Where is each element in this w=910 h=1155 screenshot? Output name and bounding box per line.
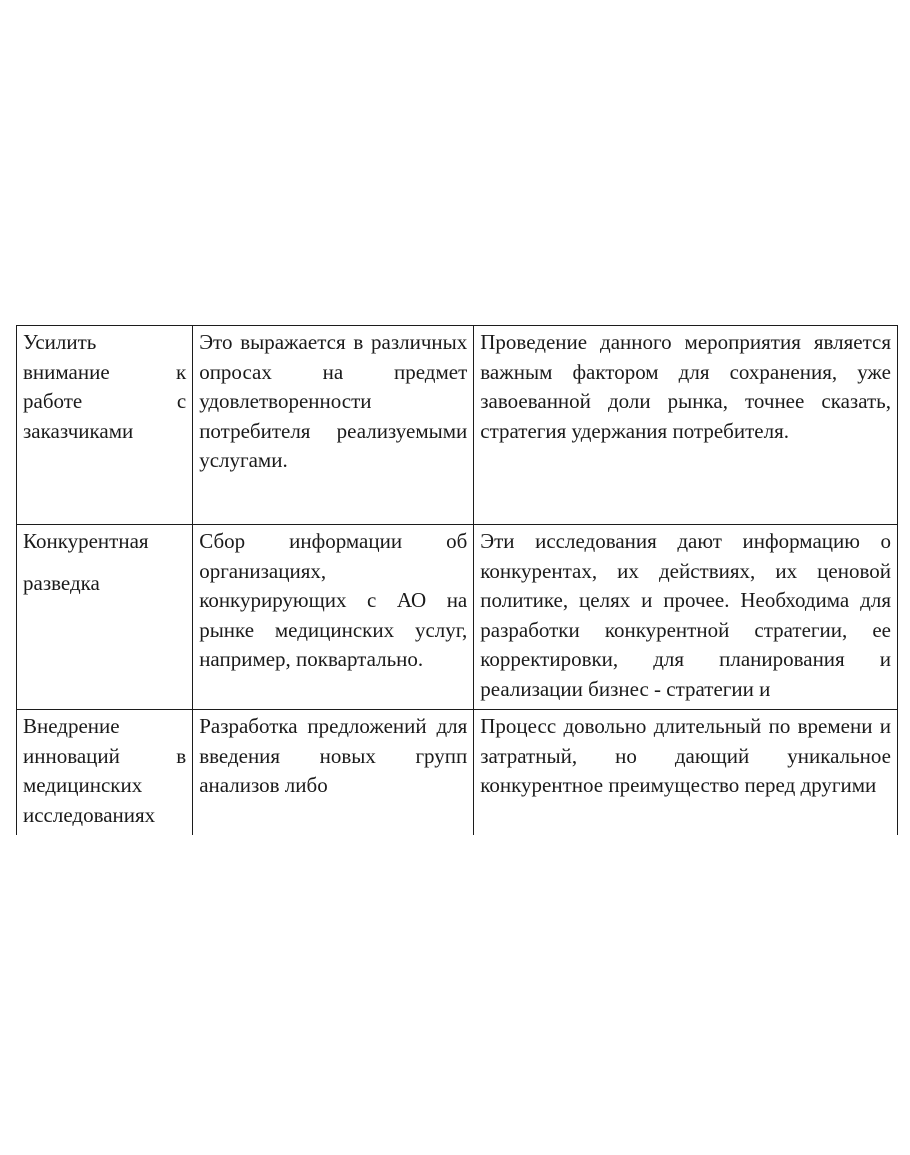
description-text: Сбор информации об организациях, конкурирующих с АО на рынке медицинских услуг, например, поквартально. — [199, 529, 468, 671]
description-cell — [193, 525, 474, 710]
table-row — [17, 710, 898, 836]
description-cell — [193, 326, 474, 525]
action-cell — [17, 525, 193, 710]
table-row — [17, 525, 898, 710]
description-cell — [193, 710, 474, 836]
rationale-cell — [474, 525, 898, 710]
description-text: Это выражается в различных опросах на предмет удовлетворенности потребителя реализуемыми услугами. — [199, 330, 468, 472]
description-text: Разработка предложений для введения новых групп анализов либо — [199, 714, 468, 797]
action-text: Усилить внимание к работе с заказчиками — [23, 330, 187, 443]
rationale-text: Процесс довольно длительный по времени и затратный, но дающий уникальное конкурентное преимущество перед другими — [480, 714, 891, 797]
action-text: Внедрение инноваций в медицинских исследованиях — [23, 714, 187, 827]
action-text-line2: разведка — [23, 570, 100, 595]
rationale-cell — [474, 326, 898, 525]
action-cell — [17, 326, 193, 525]
rationale-cell — [474, 710, 898, 836]
action-text-line1: Конкурентная — [23, 529, 149, 553]
table-fragment — [16, 325, 898, 835]
table-row — [17, 326, 898, 525]
measures-table — [16, 325, 898, 835]
rationale-text: Проведение данного мероприятия является важным фактором для сохранения, уже завоеванной доли рынка, точнее сказать, стратегия удержания потребителя. — [480, 330, 891, 443]
action-cell — [17, 710, 193, 836]
rationale-text: Эти исследования дают информацию о конкурентах, их действиях, их ценовой политике, целях и прочее. Необходима для разработки конкурентной стратегии, ее корректировки, для планирования и реализации бизнес - стратегии и — [480, 529, 891, 701]
